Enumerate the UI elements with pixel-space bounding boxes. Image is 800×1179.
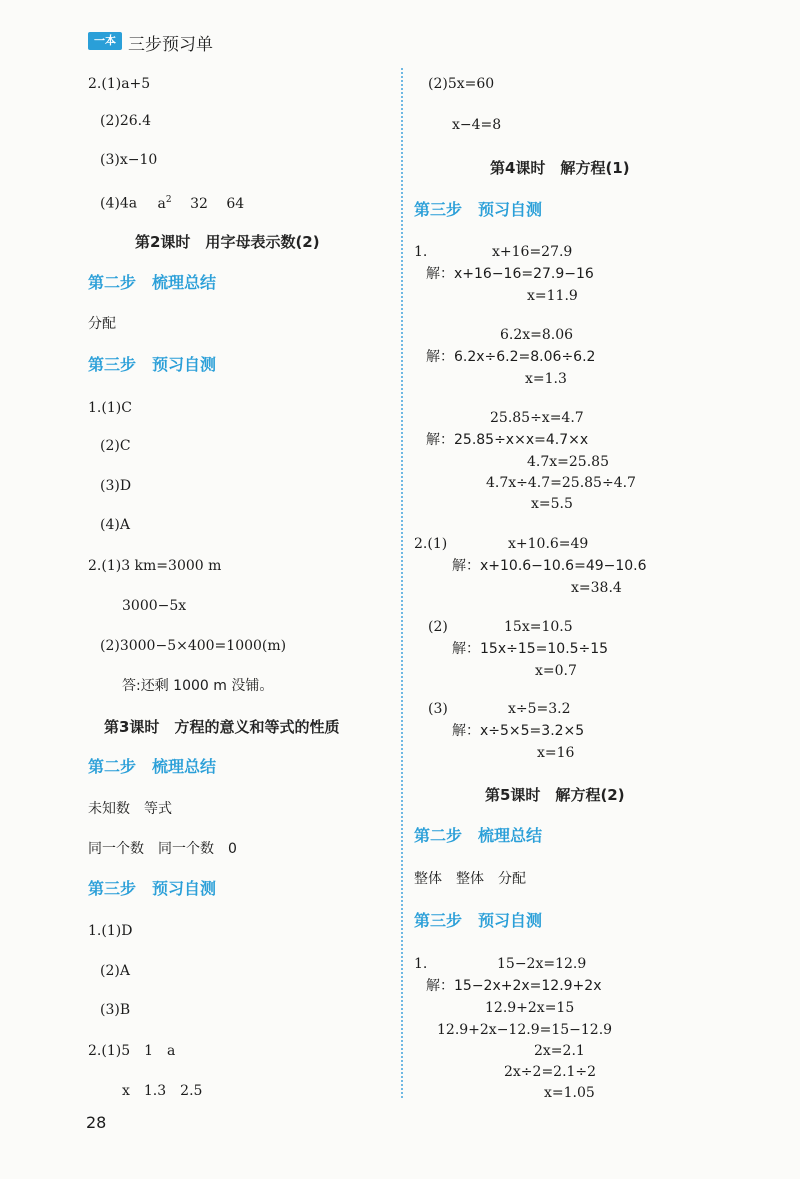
answer-line: (3)x−10 — [100, 152, 158, 168]
lesson-heading: 第3课时 方程的意义和等式的性质 — [104, 718, 340, 736]
equation-line: x=1.05 — [544, 1085, 595, 1101]
section-heading: 第二步 梳理总结 — [88, 273, 217, 292]
answer-line: 整体 整体 分配 — [414, 871, 526, 887]
answer-line: (2)26.4 — [100, 113, 152, 129]
equation-line: 15x=10.5 — [504, 619, 573, 635]
answer-line — [100, 191, 244, 213]
answer-line: 2.(1)5 1 a — [88, 1043, 176, 1059]
equation-line: 12.9+2x−12.9=15−12.9 — [437, 1022, 613, 1038]
answer-part: (4)4a — [100, 195, 138, 212]
equation-line: 6.2x=8.06 — [500, 327, 574, 343]
answer-line: (3)B — [100, 1002, 131, 1018]
equation-line: 解：25.85÷x×x=4.7×x — [426, 432, 589, 448]
equation-line: x=5.5 — [531, 496, 573, 512]
answer-line: 同一个数 同一个数 0 — [88, 841, 237, 857]
column-divider — [401, 68, 403, 1098]
section-heading: 第二步 梳理总结 — [414, 826, 543, 845]
section-heading: 第三步 预习自测 — [414, 911, 543, 930]
answer-line: (3)D — [100, 478, 132, 494]
equation-line: 4.7x÷4.7=25.85÷4.7 — [486, 475, 636, 491]
answer-line: 2.(1) — [414, 536, 448, 552]
answer-line: 1.(1)D — [88, 923, 133, 939]
equation-line: 15−2x=12.9 — [497, 956, 587, 972]
answer-line: (2)C — [100, 438, 131, 454]
equation-line: 解：x+10.6−10.6=49−10.6 — [452, 558, 647, 574]
answer-line: 答:还剩 1000 m 没铺。 — [122, 678, 274, 694]
equation-line: 解：x÷5×5=3.2×5 — [452, 723, 585, 739]
equation-line: 解：15x÷15=10.5÷15 — [452, 641, 609, 657]
answer-line: 1. — [414, 956, 428, 972]
lesson-heading: 第2课时 用字母表示数(2) — [135, 233, 320, 251]
section-heading: 第三步 预习自测 — [88, 355, 217, 374]
equation-line: x=11.9 — [527, 288, 578, 304]
equation-line: x÷5=3.2 — [508, 701, 571, 717]
answer-part: a — [157, 195, 166, 212]
answer-part: 32 — [190, 195, 208, 212]
section-heading: 第二步 梳理总结 — [88, 757, 217, 776]
equation-line: x=38.4 — [571, 580, 622, 596]
answer-part: 2 — [165, 195, 172, 205]
answer-line: (2) — [428, 619, 448, 635]
answer-line: 2.(1)3 km=3000 m — [88, 558, 222, 574]
equation-line: 解：15−2x+2x=12.9+2x — [426, 978, 602, 994]
equation-line: 12.9+2x=15 — [485, 1000, 575, 1016]
answer-line: (2)5x=60 — [428, 76, 495, 92]
equation-line: 2x÷2=2.1÷2 — [504, 1064, 597, 1080]
answer-line: x−4=8 — [452, 117, 502, 133]
equation-line: x+16=27.9 — [492, 244, 573, 260]
answer-line: 3000−5x — [122, 598, 187, 614]
answer-line: 1. — [414, 244, 428, 260]
equation-line: x+10.6=49 — [508, 536, 589, 552]
section-heading: 第三步 预习自测 — [88, 879, 217, 898]
section-heading: 第三步 预习自测 — [414, 200, 543, 219]
answer-part: 64 — [226, 195, 245, 212]
lesson-heading: 第4课时 解方程(1) — [490, 159, 630, 177]
answer-line: 分配 — [88, 316, 116, 332]
page-title: 三步预习单 — [128, 35, 213, 55]
equation-line: 2x=2.1 — [534, 1043, 585, 1059]
answer-line: 2.(1)a+5 — [88, 76, 151, 92]
answer-line: 1.(1)C — [88, 400, 132, 416]
equation-line: x=16 — [537, 745, 575, 761]
equation-line: 解：x+16−16=27.9−16 — [426, 266, 594, 282]
answer-line: (2)A — [100, 963, 130, 979]
answer-line: (3) — [428, 701, 448, 717]
answer-line: (2)3000−5×400=1000(m) — [100, 638, 287, 654]
answer-line: x 1.3 2.5 — [122, 1083, 203, 1099]
lesson-heading: 第5课时 解方程(2) — [485, 786, 625, 804]
equation-line: x=1.3 — [525, 371, 567, 387]
equation-line: 25.85÷x=4.7 — [490, 410, 584, 426]
equation-line: 4.7x=25.85 — [527, 454, 609, 470]
equation-line: 解：6.2x÷6.2=8.06÷6.2 — [426, 349, 596, 365]
page-number: 28 — [86, 1113, 107, 1132]
answer-line: (4)A — [100, 517, 130, 533]
answer-line: 未知数 等式 — [88, 801, 172, 817]
brand-logo: 一本 — [88, 32, 122, 50]
equation-line: x=0.7 — [535, 663, 577, 679]
